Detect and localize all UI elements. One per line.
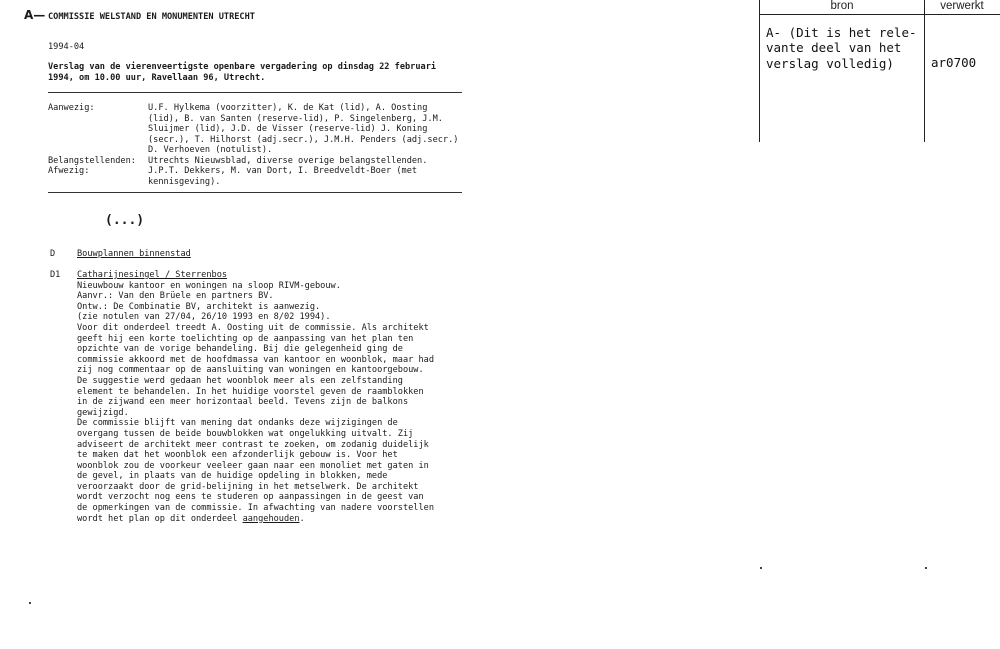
item-line: te maken dat het woonblok een afzonderlijk gebouw is. Voor het bbox=[77, 450, 398, 461]
attendance-line: J.P.T. Dekkers, M. van Dort, I. Breedveldt-Boer (met bbox=[148, 166, 418, 176]
header-marker: A— bbox=[24, 8, 46, 22]
item-line: wordt verzocht nog eens te studeren op aanpassingen in de geest van bbox=[77, 492, 424, 503]
item-line: adviseert de architekt meer contrast te zoeken, om zodanig duidelijk bbox=[77, 439, 429, 450]
item-line: Aanvr.: Van den Brüele en partners BV. bbox=[77, 291, 274, 302]
section-code: D bbox=[50, 249, 56, 259]
scan-speck bbox=[760, 567, 762, 569]
decision-status: aangehouden bbox=[242, 513, 300, 524]
attendance-line: D. Verhoeven (notulist). bbox=[148, 145, 273, 156]
attendance-label-present: Aanwezig: bbox=[48, 103, 95, 113]
section-title: Bouwplannen binnenstad bbox=[77, 249, 191, 259]
item-line: Voor dit onderdeel treedt A. Oosting uit de commissie. Als architekt bbox=[77, 322, 429, 333]
item-line: De commissie blijft van mening dat ondanks deze wijzigingen de bbox=[77, 418, 398, 429]
scan-speck bbox=[29, 602, 31, 604]
item-line: De suggestie werd gedaan het woonblok meer als een zelfstanding bbox=[77, 375, 403, 386]
item-line: woonblok zou de voorkeur veeleer gaan naar een monoliet met gaten in bbox=[77, 460, 429, 471]
item-title: Catharijnesingel / Sterrenbos bbox=[77, 270, 228, 280]
document-header-title: COMMISSIE WELSTAND EN MONUMENTEN UTRECHT bbox=[48, 12, 255, 22]
source-annotation bbox=[766, 25, 917, 71]
item-line: in de zijwand een meer horizontaal beeld. Tevens zijn de balkons bbox=[77, 397, 409, 408]
item-body bbox=[77, 270, 434, 524]
archive-code: ar0700 bbox=[931, 55, 977, 70]
item-line: Nieuwbouw kantoor en woningen na sloop RIVM-gebouw. bbox=[77, 280, 341, 291]
item-line: (zie notulen van 27/04, 26/10 1993 en 8/02 1994). bbox=[77, 312, 331, 323]
attendance-line: kennisgeving). bbox=[148, 176, 221, 187]
table-border-middle bbox=[924, 0, 925, 142]
attendance-line: (secr.), T. Hilhorst (adj.secr.), J.M.H. Penders (adj.secr.) bbox=[148, 134, 459, 145]
attendance-line: (lid), B. van Santen (reserve-lid), P. Singelenberg, J.M. bbox=[148, 113, 443, 124]
table-border-left bbox=[759, 0, 760, 142]
attendance-absent-names bbox=[148, 166, 417, 187]
item-final-line bbox=[77, 514, 434, 525]
item-code: D1 bbox=[50, 270, 61, 280]
omission-ellipsis: (...) bbox=[105, 213, 145, 228]
item-line: overgang tussen de beide bouwblokken wat ongelukking uitvalt. Zij bbox=[77, 428, 414, 439]
attendance-line: U.F. Hylkema (voorzitter), K. de Kat (lid), A. Oosting bbox=[148, 103, 428, 113]
attendance-present-names bbox=[148, 103, 458, 156]
item-line: zij nog commentaar op de aansluiting van woningen en kantoorgebouw. bbox=[77, 365, 424, 376]
subject-line: Verslag van de vierenveertigste openbare vergadering op dinsdag 22 februari bbox=[48, 62, 437, 72]
attendance-label-absent: Afwezig: bbox=[48, 166, 90, 176]
item-line: opzichte van de vorige behandeling. Bij die gelegenheid ging de bbox=[77, 344, 403, 355]
annotation-line: verslag volledig) bbox=[766, 55, 894, 71]
item-line: geeft hij een korte toelichting op de aanpassing van het plan ten bbox=[77, 333, 414, 344]
annotation-line: A- (Dit is het rele- bbox=[766, 25, 917, 40]
attendance-interested-names: Utrechts Nieuwsblad, diverse overige belangstellenden. bbox=[148, 156, 428, 166]
table-header-rule bbox=[760, 14, 1000, 15]
column-header-verwerkt: verwerkt bbox=[940, 0, 984, 12]
attendance-label-interested: Belangstellenden: bbox=[48, 156, 136, 166]
final-line-period: . bbox=[299, 513, 305, 524]
item-line: de gevel, in plaats van de huidige opdeling in blokken, mede bbox=[77, 471, 388, 482]
scan-speck bbox=[925, 567, 927, 569]
item-line: element te behandelen. In het huidige voorstel geven de raamblokken bbox=[77, 386, 424, 397]
annotation-line: vante deel van het bbox=[766, 40, 902, 56]
final-line-text: wordt het plan op dit onderdeel bbox=[77, 513, 243, 524]
meeting-subject bbox=[48, 62, 436, 83]
item-line: commissie akkoord met de hoofdmassa van kantoor en woonblok, maar had bbox=[77, 354, 434, 365]
divider-bottom bbox=[48, 192, 462, 193]
item-line: veroorzaakt door de grid-belijning in het metselwerk. De architekt bbox=[77, 481, 419, 492]
column-header-bron: bron bbox=[830, 0, 854, 12]
item-line: de opmerkingen van de commissie. In afwachting van nadere voorstellen bbox=[77, 503, 434, 514]
item-line: gewijzigd. bbox=[77, 407, 129, 418]
item-line: Ontw.: De Combinatie BV, architekt is aanwezig. bbox=[77, 301, 321, 312]
divider-top bbox=[48, 92, 462, 93]
document-date: 1994-04 bbox=[48, 42, 85, 52]
subject-line: 1994, om 10.00 uur, Ravellaan 96, Utrecht. bbox=[48, 72, 266, 83]
attendance-line: Sluijmer (lid), J.D. de Visser (reserve-lid) J. Koning bbox=[148, 124, 428, 135]
